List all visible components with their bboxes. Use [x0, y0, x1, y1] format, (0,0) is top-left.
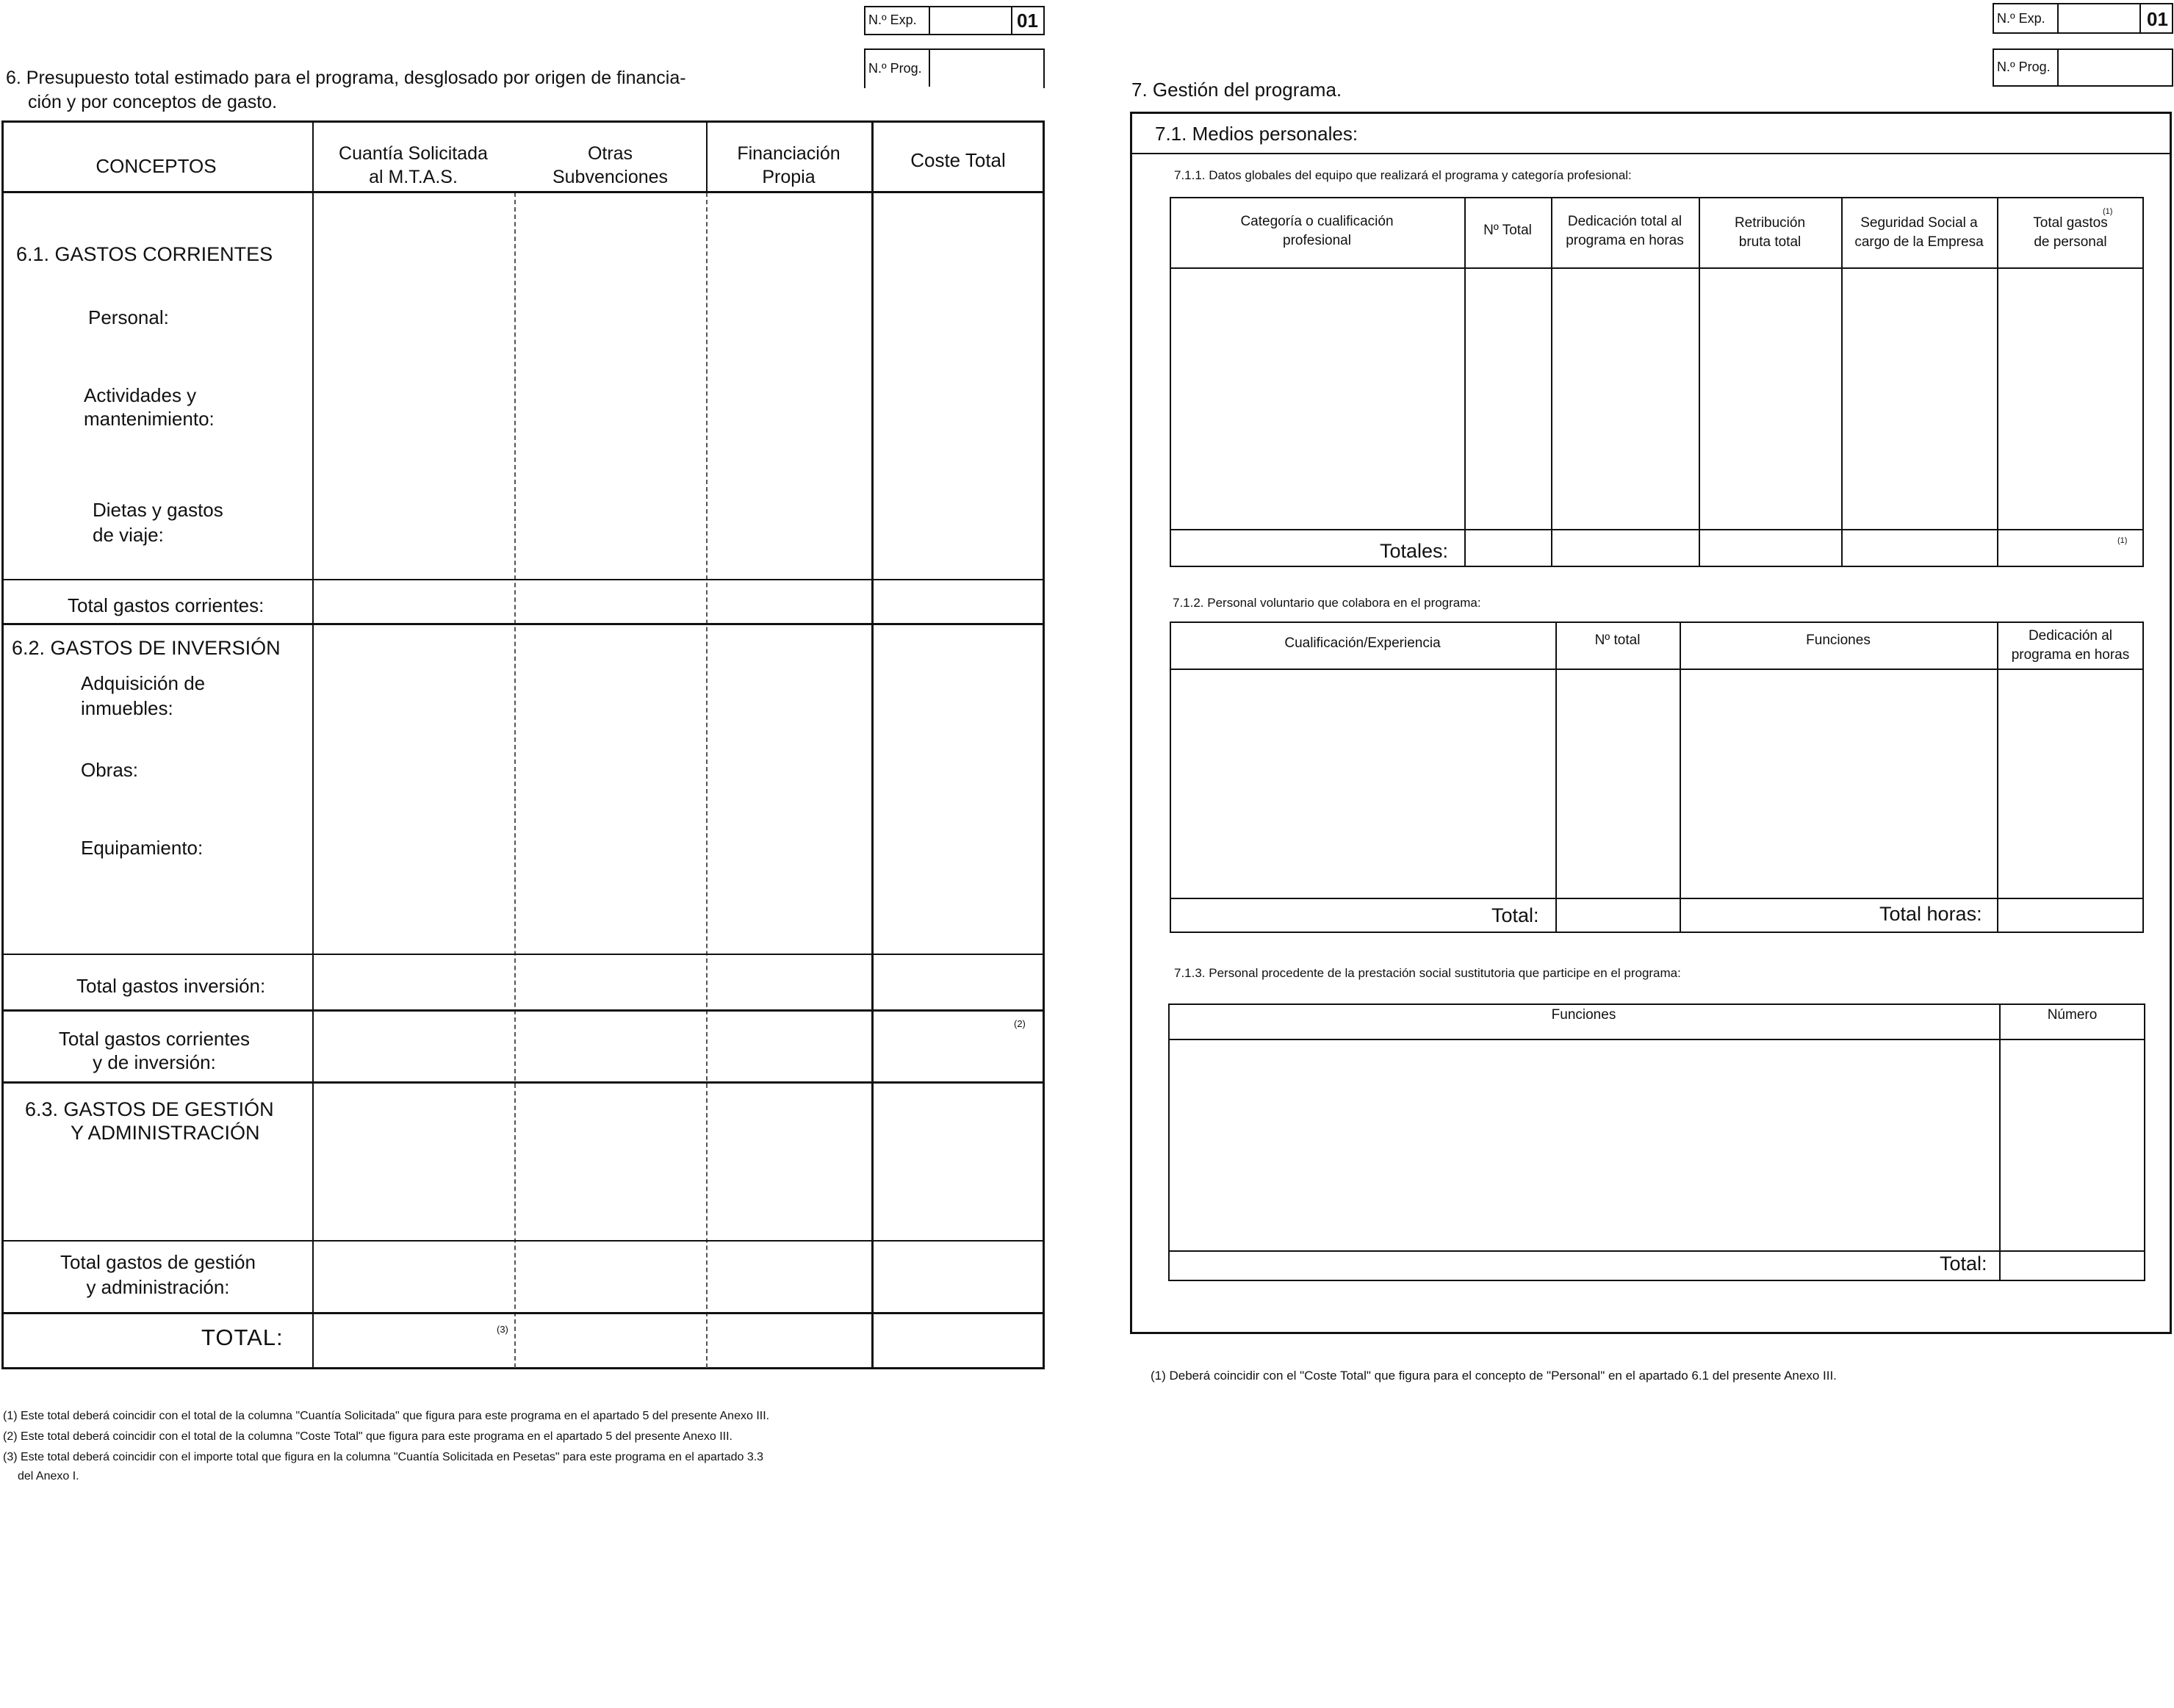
row-total-gestion-cont: y administración:	[86, 1276, 230, 1298]
t3-total: Total:	[1940, 1253, 1987, 1275]
t3-col-funciones: Funciones	[1551, 1007, 1616, 1023]
row-dietas-cont: de viaje:	[93, 524, 164, 546]
note2-mark: (2)	[1014, 1018, 1026, 1029]
t1-note-mark-header: (1)	[2103, 207, 2113, 216]
col-financiacion-1: Financiación	[737, 143, 841, 164]
col-conceptos: CONCEPTOS	[96, 155, 217, 177]
footnote-1: (1) Este total deberá coincidir con el total de la columna "Cuantía Solicitada" que figura para este programa en el apartado 5 del presente Anexo III.	[3, 1410, 770, 1422]
t1-col-retribucion-cont: bruta total	[1738, 234, 1802, 250]
gastos-inversion-heading: 6.2. GASTOS DE INVERSIÓN	[12, 637, 281, 659]
t1-col-seguridad-cont: cargo de la Empresa	[1854, 234, 1984, 250]
gastos-gestion-heading: 6.3. GASTOS DE GESTIÓN	[25, 1098, 274, 1120]
row-total: TOTAL:	[201, 1325, 284, 1350]
section7-title: 7. Gestión del programa.	[1131, 79, 1342, 101]
footnote-3-cont: del Anexo I.	[18, 1470, 79, 1482]
t1-col-categoria-cont: profesional	[1283, 233, 1351, 248]
row-actividades-cont: mantenimiento:	[84, 408, 215, 430]
t1-totales: Totales:	[1380, 540, 1449, 562]
row-total-corrientes: Total gastos corrientes:	[68, 594, 264, 616]
footnote-right: (1) Deberá coincidir con el "Coste Total" que figura para el concepto de "Personal" en el apartado 6.1 del presente Anexo III.	[1151, 1369, 1837, 1383]
t1-col-total-gastos-cont: de personal	[2034, 234, 2107, 250]
col-financiacion-2: Propia	[762, 167, 816, 187]
row-total-corr-inv-cont: y de inversión:	[93, 1051, 216, 1073]
sub713-heading: 7.1.3. Personal procedente de la prestación social sustitutoria que participe en el programa:	[1174, 966, 1681, 980]
sub711-heading: 7.1.1. Datos globales del equipo que realizará el programa y categoría profesional:	[1174, 168, 1632, 182]
t2-col-ntotal: Nº total	[1594, 633, 1641, 648]
col-otras-2: Subvenciones	[552, 167, 669, 187]
t1-col-seguridad: Seguridad Social a	[1860, 215, 1978, 231]
row-adquisicion: Adquisición de	[81, 672, 206, 694]
footnote-3: (3) Este total deberá coincidir con el importe total que figura en la columna "Cuantía Solicitada en Pesetas" para este programa en el apartado 3.3	[3, 1451, 764, 1463]
t1-col-dedicacion-cont: programa en horas	[1566, 233, 1684, 248]
row-actividades: Actividades y	[84, 384, 197, 406]
exp-label-right: N.º Exp.	[1997, 11, 2045, 26]
row-total-gestion: Total gastos de gestión	[60, 1251, 256, 1273]
col-cuantia-1: Cuantía Solicitada	[339, 143, 488, 164]
exp-label: N.º Exp.	[868, 12, 917, 27]
row-equipamiento: Equipamiento:	[81, 837, 204, 859]
t2-col-dedicacion: Dedicación al	[2028, 628, 2113, 644]
row-total-corr-inv: Total gastos corrientes	[58, 1028, 251, 1050]
exp-value[interactable]: 01	[1017, 10, 1038, 32]
gastos-gestion-heading-cont: Y ADMINISTRACIÓN	[71, 1122, 260, 1144]
row-personal: Personal:	[88, 306, 169, 328]
prog-box-right[interactable]	[1993, 48, 2173, 87]
medios-personales-heading: 7.1. Medios personales:	[1155, 123, 1358, 145]
t2-col-dedicacion-cont: programa en horas	[2011, 647, 2130, 663]
row-total-inversion: Total gastos inversión:	[76, 975, 266, 997]
t1-col-ntotal: Nº Total	[1483, 223, 1532, 238]
t3-col-numero: Número	[2047, 1007, 2098, 1023]
prog-label: N.º Prog.	[868, 61, 922, 76]
section6-title-cont: ción y por conceptos de gasto.	[28, 92, 278, 112]
t1-col-total-gastos: Total gastos	[2033, 215, 2108, 231]
note3-mark: (3)	[497, 1324, 508, 1335]
row-obras: Obras:	[81, 759, 139, 781]
col-otras-1: Otras	[587, 143, 633, 164]
row-dietas: Dietas y gastos	[93, 499, 223, 521]
t2-col-cualificacion: Cualificación/Experiencia	[1284, 635, 1441, 651]
prog-box-left[interactable]	[864, 48, 1045, 88]
col-cuantia-2: al M.T.A.S.	[369, 167, 458, 187]
prog-label-right: N.º Prog.	[1997, 60, 2051, 74]
t2-col-funciones: Funciones	[1806, 633, 1871, 648]
t2-total-horas: Total horas:	[1879, 903, 1982, 925]
exp-box-right	[1993, 3, 2173, 34]
t2-total: Total:	[1491, 904, 1539, 926]
col-coste-total: Coste Total	[910, 149, 1006, 171]
row-adquisicion-cont: inmuebles:	[81, 697, 173, 719]
exp-box-left	[864, 6, 1045, 35]
t1-col-categoria: Categoría o cualificación	[1240, 214, 1394, 229]
t1-col-retribucion: Retribución	[1734, 215, 1806, 231]
section6-title: 6. Presupuesto total estimado para el programa, desglosado por origen de financia-	[6, 68, 686, 88]
footnote-2: (2) Este total deberá coincidir con el total de la columna "Coste Total" que figura para este programa en el apartado 5 del presente Anexo III.	[3, 1430, 733, 1443]
exp-value-right[interactable]: 01	[2147, 8, 2168, 30]
t1-note-mark-totals: (1)	[2117, 536, 2128, 545]
gastos-corrientes-heading: 6.1. GASTOS CORRIENTES	[16, 243, 273, 265]
sub712-heading: 7.1.2. Personal voluntario que colabora en el programa:	[1173, 596, 1481, 610]
t1-col-dedicacion: Dedicación total al	[1567, 214, 1682, 229]
